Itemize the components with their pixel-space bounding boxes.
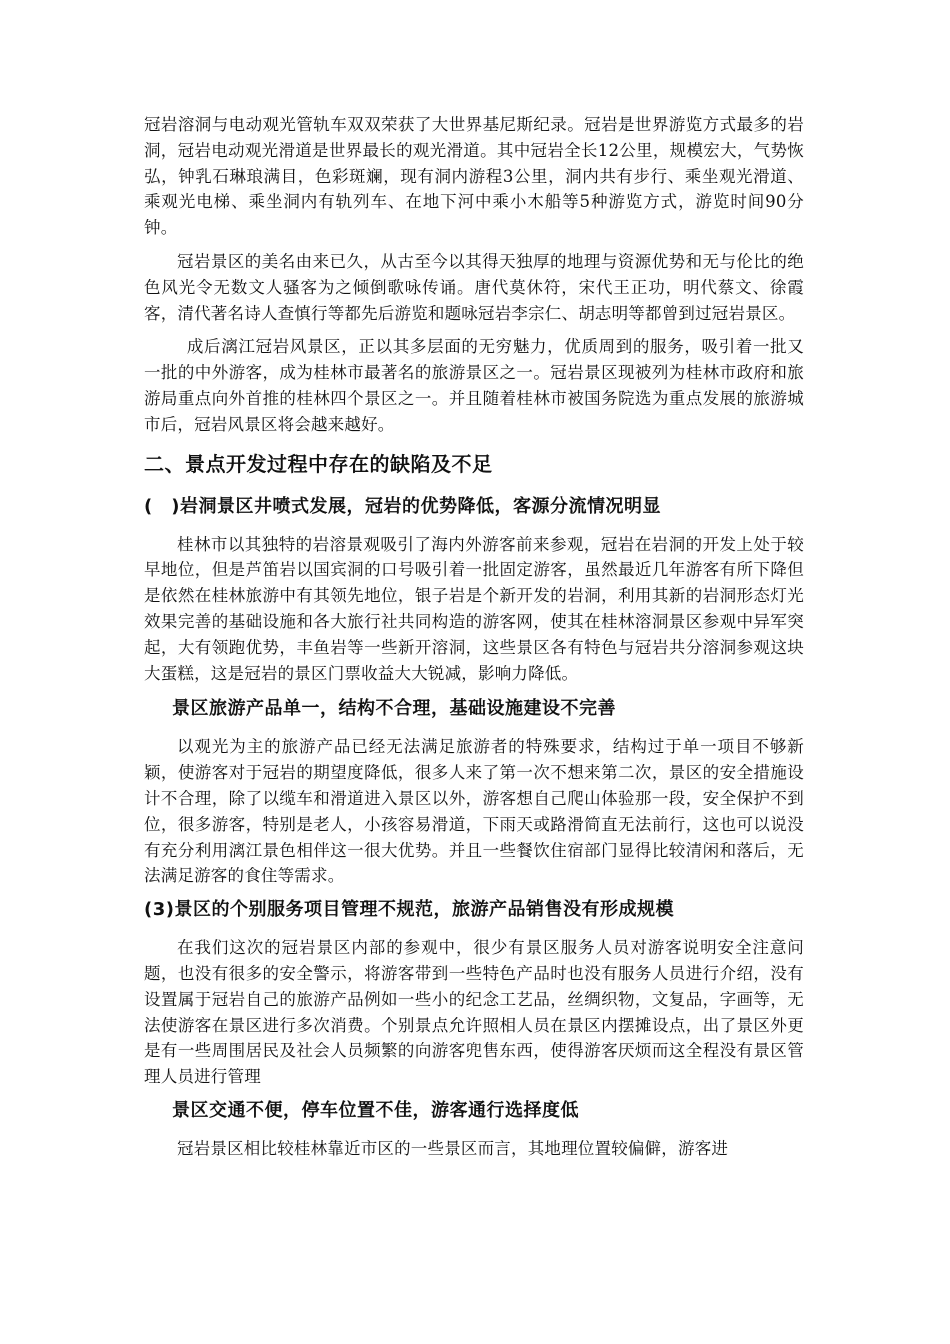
paragraph-guanyan-history: 冠岩景区的美名由来已久，从古至今以其得天独厚的地理与资源优势和无与伦比的绝色风光令无数文人骚客为之倾倒歌咏传诵。唐代莫休符，宋代王正功，明代蔡文、徐霞客，清代著名诗人查慎行等都先后游览和题咏冠岩李宗仁、胡志明等都曾到过冠岩景区。 — [144, 251, 804, 323]
paragraph-single-product: 以观光为主的旅游产品已经无法满足旅游者的特殊要求，结构过于单一项目不够新颖，使游客对于冠岩的期望度降低，很多人来了第一次不想来第二次，景区的安全措施设计不合理，除了以缆车和滑道进入景区以外，游客想自己爬山体验那一段，安全保护不到位，很多游客，特别是老人，小孩容易滑道，下雨天或路滑简直无法前行，这也可以说没有充分利用漓江景色相伴这一很大优势。并且一些餐饮住宿部门显得比较清闲和落后，无法满足游客的食住等需求。 — [144, 737, 804, 886]
subheading-service-management: (3)景区的个别服务项目管理不规范，旅游产品销售没有形成规模 — [144, 899, 674, 921]
subheading-transportation: 景区交通不便，停车位置不佳，游客通行选择度低 — [172, 1099, 579, 1121]
paragraph-guanyan-status: 成后漓江冠岩风景区，正以其多层面的无穷魅力，优质周到的服务，吸引着一批又一批的中外游客，成为桂林市最著名的旅游景区之一。冠岩景区现被列为桂林市政府和旅游局重点向外首推的桂林四个景区之一。并且随着桂林市被国务院选为重点发展的旅游城市后，冠岩风景区将会越来越好。 — [144, 337, 804, 434]
subheading-cave-competition: ( )岩洞景区井喷式发展，冠岩的优势降低，客源分流情况明显 — [144, 495, 661, 517]
section-heading-defects: 二、景点开发过程中存在的缺陷及不足 — [144, 451, 493, 476]
paragraph-cave-competition: 桂林市以其独特的岩溶景观吸引了海内外游客前来参观，冠岩在岩洞的开发上处于较早地位，但是芦笛岩以国宾洞的口号吸引着一批固定游客，虽然最近几年游客有所下降但是依然在桂林旅游中有其领先地位，银子岩是个新开发的岩洞，利用其新的岩洞形态灯光效果完善的基础设施和各大旅行社共同构造的游客网，使其在桂林溶洞景区参观中异军突起，大有领跑优势，丰鱼岩等一些新开溶洞，这些景区各有特色与冠岩共分溶洞参观这块大蛋糕，这是冠岩的景区门票收益大大锐减，影响力降低。 — [144, 534, 804, 683]
subheading-single-product: 景区旅游产品单一，结构不合理，基础设施建设不完善 — [172, 698, 616, 720]
paragraph-service-management: 在我们这次的冠岩景区内部的参观中，很少有景区服务人员对游客说明安全注意问题，也没有很多的安全警示，将游客带到一些特色产品时也没有服务人员进行介绍，没有设置属于冠岩自己的旅游产品例如一些小的纪念工艺品，丝绸织物，文复品，字画等，无法使游客在景区进行多次消费。个别景点允许照相人员在景区内摆摊设点，出了景区外更是有一些周围居民及社会人员频繁的向游客兜售东西，使得游客厌烦而这全程没有景区管理人员进行管理 — [144, 938, 804, 1087]
document-page — [144, 112, 804, 1162]
paragraph-transportation: 冠岩景区相比较桂林靠近市区的一些景区而言，其地理位置较偏僻，游客进 — [177, 1138, 729, 1158]
paragraph-guanyan-records: 冠岩溶洞与电动观光管轨车双双荣获了大世界基尼斯纪录。冠岩是世界游览方式最多的岩洞，冠岩电动观光滑道是世界最长的观光滑道。其中冠岩全长12公里，规模宏大，气势恢弘，钟乳石琳琅满目，色彩斑斓，现有洞内游程3公里，洞内共有步行、乘坐观光滑道、乘观光电梯、乘坐洞内有轨列车、在地下河中乘小木船等5种游览方式，游览时间90分钟。 — [144, 115, 804, 238]
